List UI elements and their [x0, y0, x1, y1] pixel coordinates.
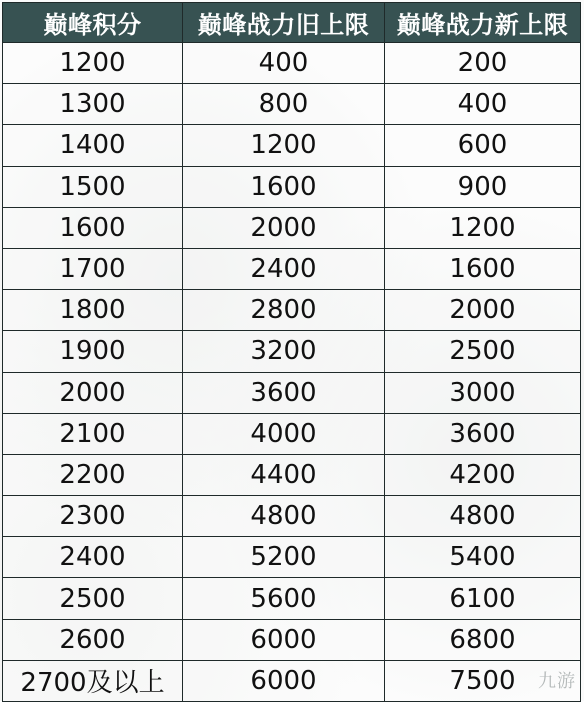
- table-row: [3, 372, 581, 413]
- cell-peak-score: 2400: [3, 537, 183, 578]
- table-row: [3, 290, 581, 331]
- cell-old-cap: 6000: [183, 660, 385, 701]
- table-row: [3, 454, 581, 495]
- cell-new-cap: 7500: [385, 660, 581, 701]
- table-row: [3, 125, 581, 166]
- table-row: [3, 84, 581, 125]
- cell-peak-score: 2100: [3, 413, 183, 454]
- header-peak-score: 巅峰积分: [3, 3, 183, 43]
- cell-old-cap: 2800: [183, 290, 385, 331]
- cell-old-cap: 3600: [183, 372, 385, 413]
- cell-old-cap: 5200: [183, 537, 385, 578]
- cell-peak-score: 1900: [3, 331, 183, 372]
- cell-new-cap: 6100: [385, 578, 581, 619]
- cell-old-cap: 6000: [183, 619, 385, 660]
- cell-new-cap: 2000: [385, 290, 581, 331]
- table-row: [3, 248, 581, 289]
- cell-new-cap: 900: [385, 166, 581, 207]
- cell-new-cap: 1600: [385, 248, 581, 289]
- cell-new-cap: 3600: [385, 413, 581, 454]
- cell-old-cap: 4000: [183, 413, 385, 454]
- cell-new-cap: 5400: [385, 537, 581, 578]
- cell-peak-score: 2300: [3, 496, 183, 537]
- cell-peak-score: 1500: [3, 166, 183, 207]
- table-row: [3, 331, 581, 372]
- cell-peak-score: 2500: [3, 578, 183, 619]
- table-header-row: [3, 3, 581, 43]
- table-row: [3, 660, 581, 701]
- table-row: [3, 537, 581, 578]
- cell-old-cap: 800: [183, 84, 385, 125]
- cell-peak-score: 1600: [3, 207, 183, 248]
- cell-old-cap: 5600: [183, 578, 385, 619]
- cell-peak-score: 1300: [3, 84, 183, 125]
- cell-old-cap: 4800: [183, 496, 385, 537]
- cell-new-cap: 600: [385, 125, 581, 166]
- cell-peak-score: 1800: [3, 290, 183, 331]
- cell-old-cap: 3200: [183, 331, 385, 372]
- cell-peak-score: 2600: [3, 619, 183, 660]
- table-row: [3, 166, 581, 207]
- cell-new-cap: 1200: [385, 207, 581, 248]
- cell-new-cap: 4200: [385, 454, 581, 495]
- cell-peak-score: 1200: [3, 43, 183, 84]
- peak-score-table: [2, 2, 581, 702]
- cell-new-cap: 4800: [385, 496, 581, 537]
- table-row: [3, 619, 581, 660]
- cell-peak-score: 2200: [3, 454, 183, 495]
- cell-peak-score: 1700: [3, 248, 183, 289]
- cell-new-cap: 3000: [385, 372, 581, 413]
- cell-new-cap: 200: [385, 43, 581, 84]
- cell-old-cap: 1200: [183, 125, 385, 166]
- cell-new-cap: 2500: [385, 331, 581, 372]
- table-row: [3, 413, 581, 454]
- cell-peak-score: 2000: [3, 372, 183, 413]
- table-row: [3, 43, 581, 84]
- cell-new-cap: 400: [385, 84, 581, 125]
- header-new-power-cap: 巅峰战力新上限: [385, 3, 581, 43]
- header-old-power-cap: 巅峰战力旧上限: [183, 3, 385, 43]
- watermark-logo: 九游: [538, 671, 576, 692]
- cell-old-cap: 1600: [183, 166, 385, 207]
- table-row: [3, 207, 581, 248]
- cell-new-cap: 6800: [385, 619, 581, 660]
- cell-peak-score: 1400: [3, 125, 183, 166]
- cell-old-cap: 2000: [183, 207, 385, 248]
- cell-old-cap: 2400: [183, 248, 385, 289]
- cell-old-cap: 400: [183, 43, 385, 84]
- cell-old-cap: 4400: [183, 454, 385, 495]
- cell-peak-score: 2700及以上: [3, 660, 183, 701]
- table-row: [3, 496, 581, 537]
- table-row: [3, 578, 581, 619]
